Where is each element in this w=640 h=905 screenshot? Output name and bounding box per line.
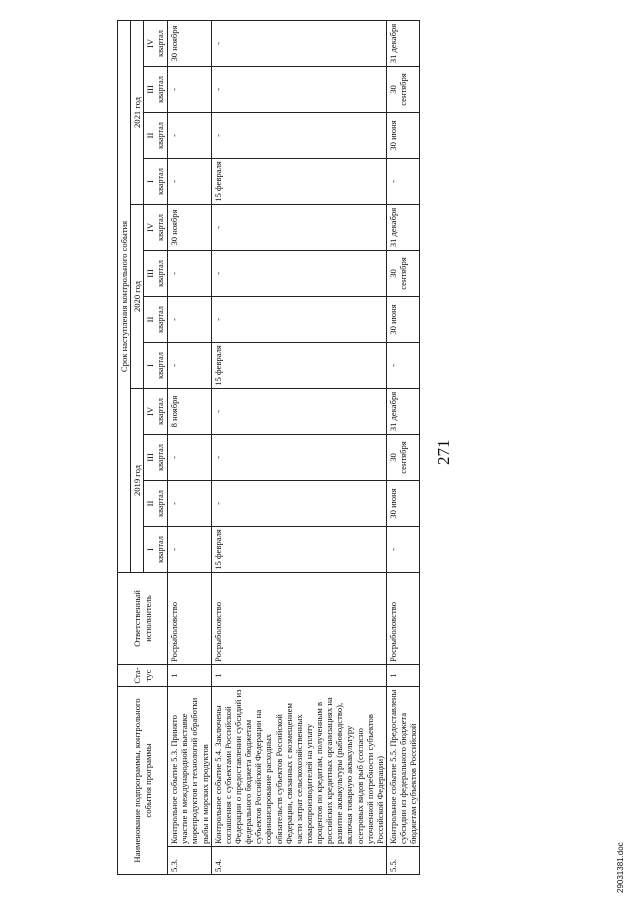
quarter-header: III квартал	[144, 66, 168, 112]
deadline-cell: 15 февраля	[211, 158, 386, 204]
deadline-cell: 30 ноября	[168, 20, 212, 66]
deadline-cell: -	[211, 480, 386, 526]
deadline-cell: -	[387, 158, 420, 204]
row-executor: Росрыболовство	[211, 572, 386, 664]
header-year-2021: 2021 год	[131, 20, 144, 204]
row-number: 5.5.	[387, 847, 420, 875]
header-executor: Ответственный исполнитель	[118, 572, 168, 664]
deadline-cell: -	[168, 158, 212, 204]
row-executor: Росрыболовство	[387, 572, 420, 664]
quarter-header: IV квартал	[144, 20, 168, 66]
row-status: 1	[211, 664, 386, 686]
deadline-cell: 8 ноября	[168, 388, 212, 434]
deadline-cell: -	[168, 434, 212, 480]
deadline-cell: 15 февраля	[211, 526, 386, 572]
deadline-cell: 30 сентября	[387, 66, 420, 112]
deadline-cell: -	[168, 342, 212, 388]
deadline-cell: 31 декабря	[387, 204, 420, 250]
page-number: 271	[434, 439, 453, 465]
deadline-cell: -	[168, 526, 212, 572]
quarter-header: I квартал	[144, 342, 168, 388]
quarter-header: IV квартал	[144, 204, 168, 250]
deadline-cell: -	[211, 250, 386, 296]
deadline-cell: -	[387, 526, 420, 572]
quarter-header: I квартал	[144, 526, 168, 572]
table-row	[387, 20, 420, 874]
quarter-header: II квартал	[144, 296, 168, 342]
quarter-header: III квартал	[144, 434, 168, 480]
row-executor: Росрыболовство	[168, 572, 212, 664]
quarter-header: IV квартал	[144, 388, 168, 434]
deadline-cell: -	[387, 342, 420, 388]
row-status: 1	[168, 664, 212, 686]
deadline-cell: 30 сентября	[387, 250, 420, 296]
row-name: Контрольное событие 5.5. Предоставлены субсидии из федерального бюджета бюджетам субъектов Российской	[387, 686, 420, 846]
deadline-cell: -	[168, 296, 212, 342]
header-name: Наименование подпрограммы, контрольного события программы	[118, 686, 168, 874]
header-deadline: Срок наступления контрольного события	[118, 20, 131, 572]
deadline-cell: 31 декабря	[387, 20, 420, 66]
quarter-header: I квартал	[144, 158, 168, 204]
deadline-cell: -	[211, 66, 386, 112]
row-name: Контрольное событие 5.3. Принято участие в международной выставке морепродуктов и технологий обработки рыбы и морских продуктов	[168, 686, 212, 846]
deadline-cell: 30 июня	[387, 112, 420, 158]
deadline-cell: -	[211, 204, 386, 250]
deadline-cell: -	[168, 66, 212, 112]
deadline-cell: 30 сентября	[387, 434, 420, 480]
footer-filename: 29031381.doc	[616, 842, 625, 893]
deadline-cell: -	[211, 20, 386, 66]
row-number: 5.3.	[168, 847, 212, 875]
deadline-cell: 30 июня	[387, 296, 420, 342]
table-body	[168, 20, 420, 874]
deadline-cell: -	[168, 480, 212, 526]
header-year-2019: 2019 год	[131, 388, 144, 572]
quarter-header: II квартал	[144, 480, 168, 526]
deadline-cell: -	[211, 388, 386, 434]
control-events-table	[117, 20, 420, 875]
quarter-header: III квартал	[144, 250, 168, 296]
header-year-2020: 2020 год	[131, 204, 144, 388]
deadline-cell: 31 декабря	[387, 388, 420, 434]
row-name: Контрольное событие 5.4. Заключены соглашения с субъектами Российской Федерации о предоставлении субсидий из федерального бюджета бюджетам субъектов Российской Федерации на софинансирование расходных обязательств субъектов Российской Федерации, связанных с возмещением части затрат сельскохозяйственных товаропроизводителей на уплату процентов по кредитам, полученным в российских кредитных организациях на развитие аквакультуры (рыбоводство), включая товарную аквакультуру осетровых видов рыб (согласно уточненной потребности субъектов Российской Федерации)	[211, 686, 386, 846]
deadline-cell: -	[211, 296, 386, 342]
deadline-cell: -	[168, 112, 212, 158]
deadline-cell: -	[168, 250, 212, 296]
deadline-cell: -	[211, 434, 386, 480]
row-number: 5.4.	[211, 847, 386, 875]
quarter-header: II квартал	[144, 112, 168, 158]
table-row	[168, 20, 212, 874]
deadline-cell: -	[211, 112, 386, 158]
deadline-cell: 30 ноября	[168, 204, 212, 250]
table-row	[211, 20, 386, 874]
row-status: 1	[387, 664, 420, 686]
deadline-cell: 15 февраля	[211, 342, 386, 388]
deadline-cell: 30 июня	[387, 480, 420, 526]
header-status: Ста-тус	[118, 664, 168, 686]
